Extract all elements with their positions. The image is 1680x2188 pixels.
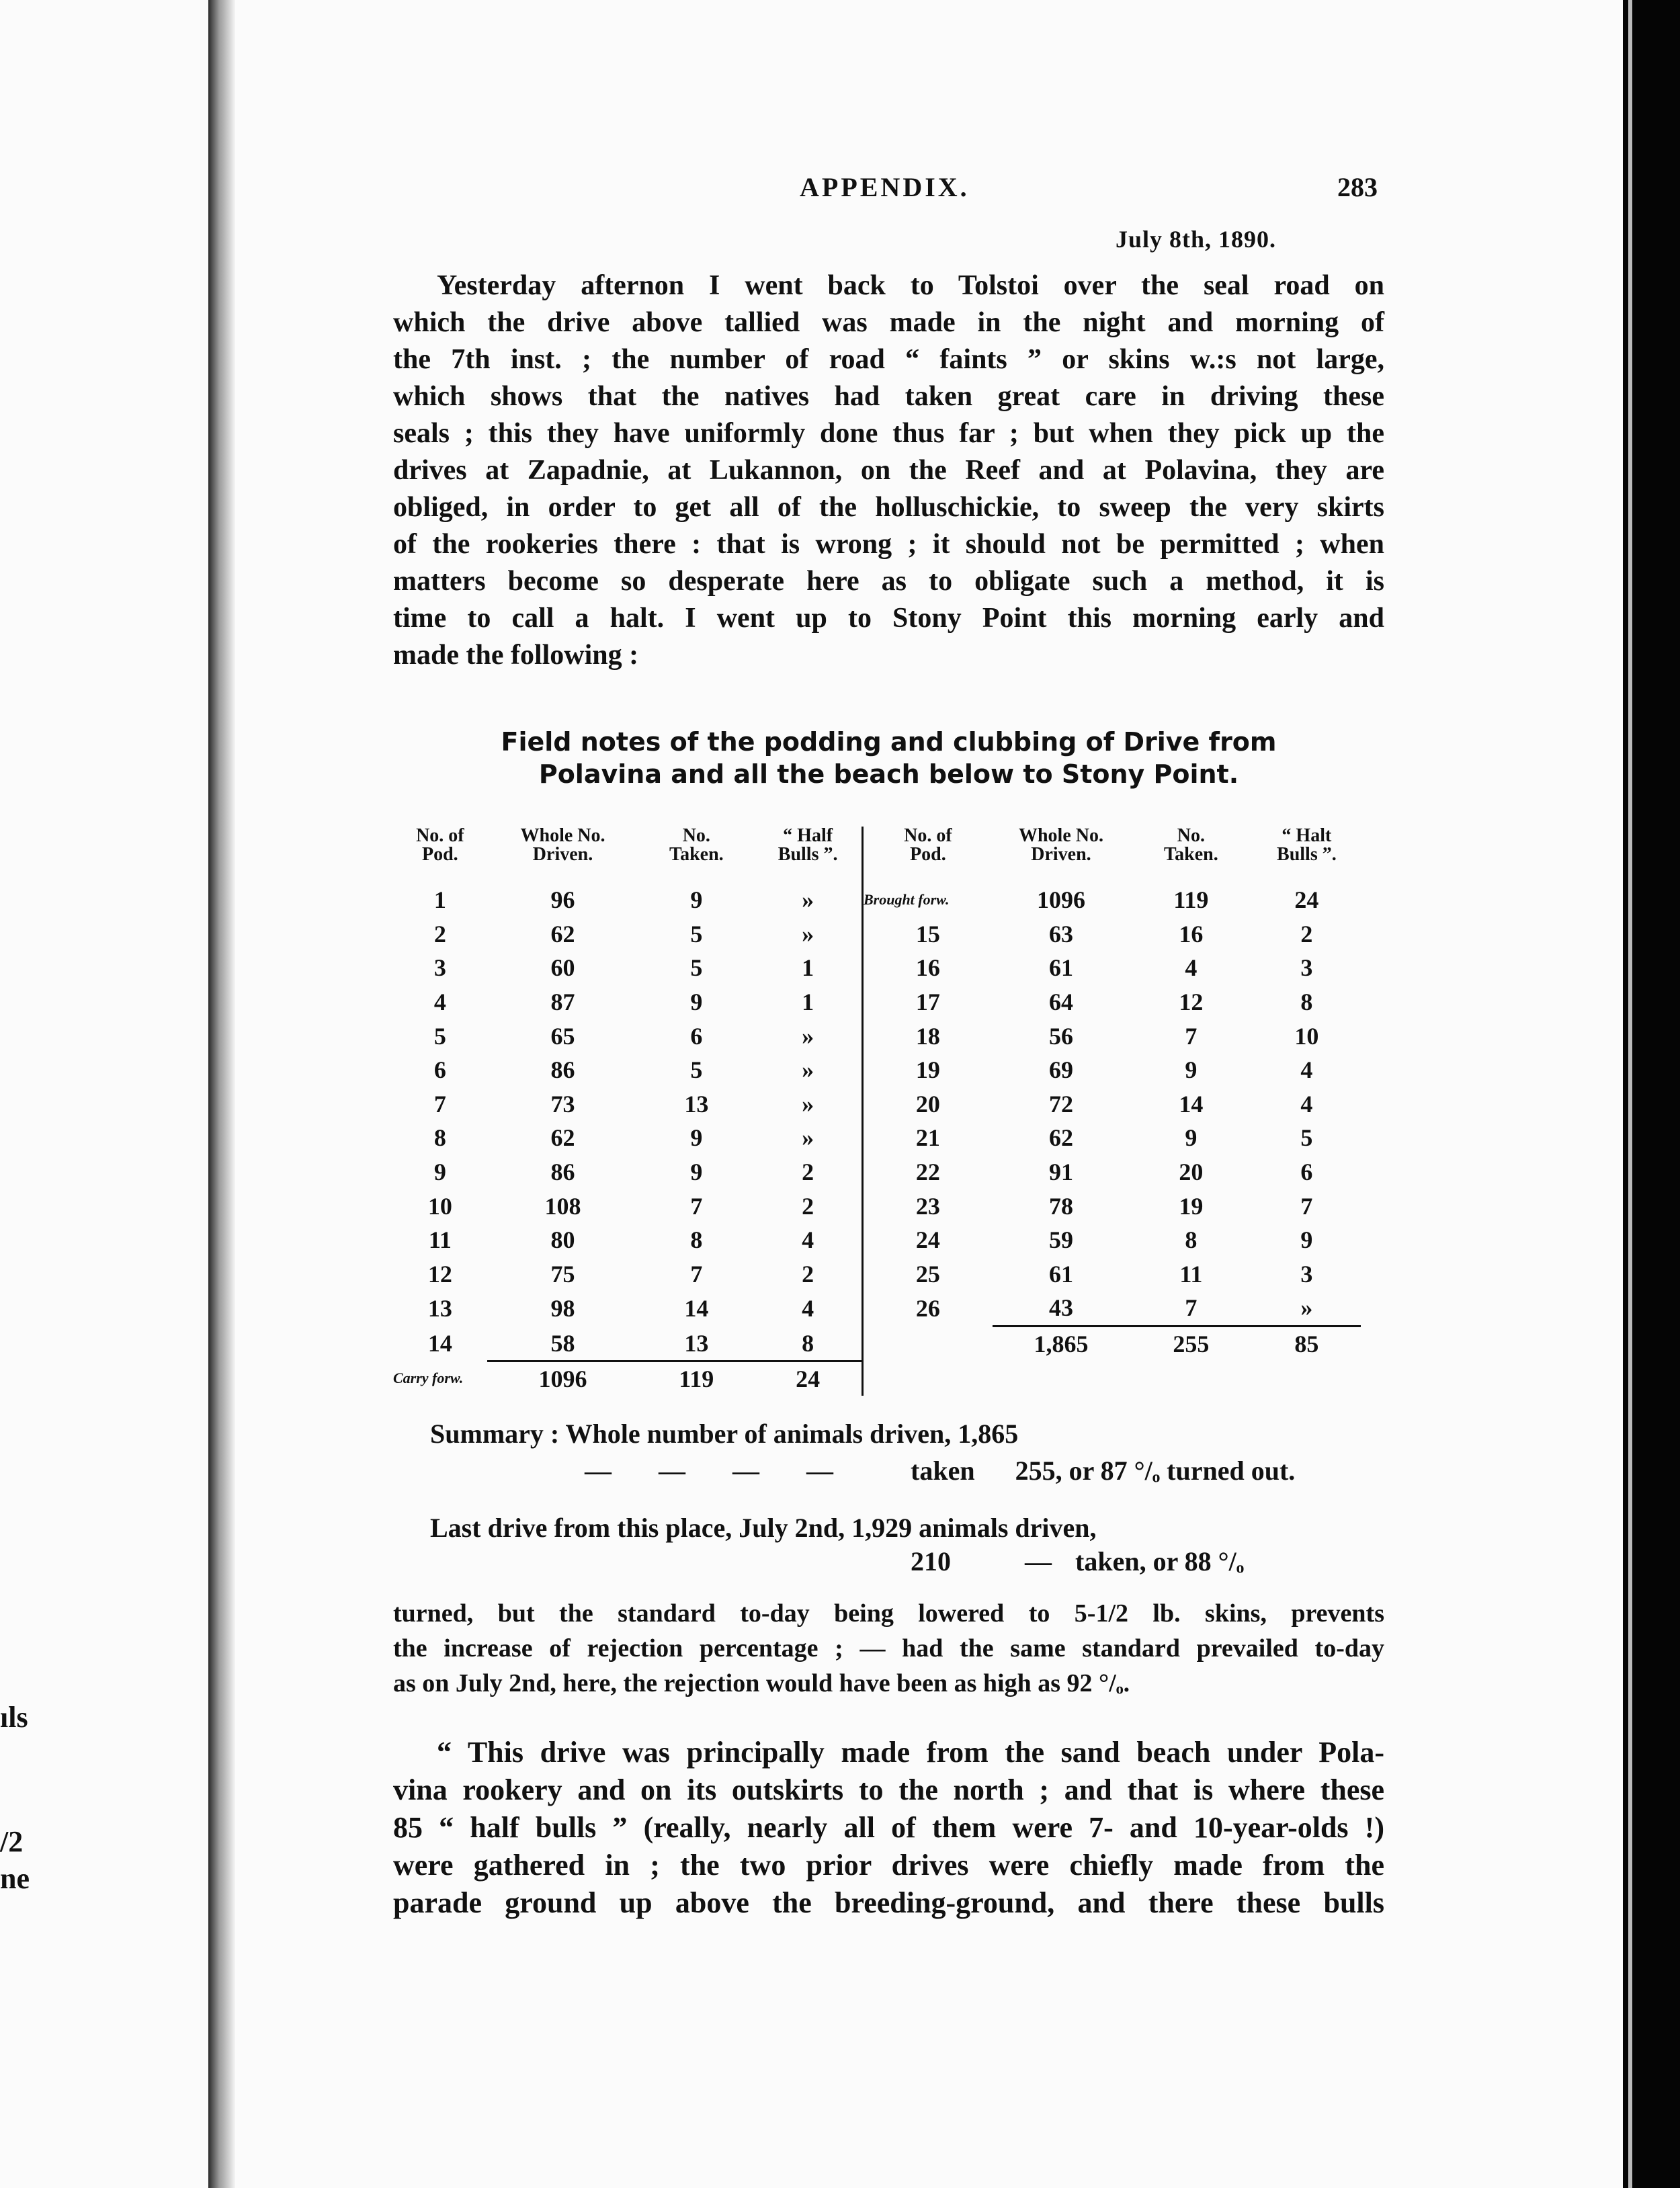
text-line: which shows that the natives had taken great care in driving these [393,381,1384,412]
cell-pod: 4 [433,988,446,1016]
cell-taken: 19 [1179,1192,1204,1220]
cell-empty [862,1361,992,1396]
table-row [393,1019,1361,1053]
cell-taken: 8 [690,1226,703,1254]
text-line: as on July 2nd, here, the rejection would have been as high as 92 °/ₒ. [393,1669,1130,1697]
cell-taken: 9 [1185,1124,1198,1152]
cell-half-bulls: 4 [1300,1056,1313,1084]
cell-taken: 7 [690,1260,703,1288]
table-row [393,1257,1361,1292]
cell-driven: 86 [550,1056,575,1084]
cell-total-taken: 255 [1130,1326,1253,1361]
table-caption [393,726,1384,790]
cell-taken: 12 [1179,988,1204,1016]
text-line: the 7th inst. ; the number of road “ faints ” or skins w.:s not large, [393,344,1384,375]
cell-driven: 62 [550,920,575,948]
cell-driven: 87 [550,988,575,1016]
table-row [393,985,1361,1019]
cell-taken: 13 [684,1090,709,1118]
text-line: vina rookery and on its outskirts to the north ; and that is where these [393,1773,1384,1806]
cell-half-bulls: 2 [802,1192,814,1220]
cell-half-bulls: 2 [1300,920,1313,948]
cell-driven: 73 [550,1090,575,1118]
cell-half-bulls: » [802,1090,814,1118]
caption-line: Field notes of the podding and clubbing of Drive from [501,727,1277,757]
cell-taken: 9 [690,988,703,1016]
cell-pod: 17 [862,985,992,1019]
table-row [393,1361,1361,1396]
cell-carry-label: Carry forw. [393,1370,464,1387]
table-row [393,1121,1361,1155]
cell-pod: 1 [433,886,446,914]
cell-half-bulls: 4 [802,1295,814,1322]
cell-half-bulls: 7 [1300,1192,1313,1220]
summary-value: 210 [911,1546,951,1576]
cell-driven: 62 [550,1124,575,1152]
summary-line: Last drive from this place, July 2nd, 1,929 animals driven, [430,1513,1097,1543]
cell-half-bulls: » [802,1022,814,1050]
cell-half-bulls: 2 [802,1159,814,1186]
table-row [393,1053,1361,1087]
cell-driven: 60 [550,954,575,982]
cell-driven: 43 [1048,1294,1073,1322]
text-line: Yesterday afternon I went back to Tolstoi over the seal road on [437,270,1384,301]
cell-half-bulls: 9 [1300,1226,1313,1254]
cell-pod: 24 [862,1223,992,1257]
cell-taken: 4 [1185,954,1198,982]
cell-half-bulls: » [1300,1294,1313,1322]
cell-taken: 9 [1185,1056,1198,1084]
cell-taken: 9 [690,1124,703,1152]
cell-driven: 108 [544,1192,581,1220]
cell-taken: 5 [690,920,703,948]
cell-half-bulls: 10 [1294,1022,1319,1050]
table-body [393,883,1361,1396]
cell-pod: 5 [433,1022,446,1050]
text-line: turned, but the standard to-day being lowered to 5-1/2 lb. skins, prevents [393,1599,1384,1628]
cell-taken: 9 [690,1159,703,1186]
text-line: were gathered in ; the two prior drives were chiefly made from the [393,1849,1384,1882]
text-line: of the rookeries there : that is wrong ; it should not be permitted ; when [393,529,1384,560]
text-line: seals ; this they have uniformly done thus far ; but when they pick up the [393,418,1384,449]
cell-half-bulls: 8 [754,1326,862,1361]
cell-pod: 8 [433,1124,446,1152]
summary-dashes: — — — — [585,1456,853,1486]
col-header-half-bulls: “ Halt Bulls ”. [1277,825,1337,865]
cell-pod: 14 [427,1330,452,1357]
cell-half-bulls: » [802,886,814,914]
text-line: the increase of rejection percentage ; — had the same standard prevailed to-day [393,1634,1384,1663]
cell-driven: 75 [550,1260,575,1288]
summary-line: taken 255, or 87 °/ₒ turned out. [911,1456,1296,1486]
table-row [393,917,1361,952]
cell-pod: 26 [862,1291,992,1326]
text-line: 85 “ half bulls ” (really, nearly all of them were 7- and 10-year-olds !) [393,1811,1384,1844]
col-header-pod: No. of Pod. [416,825,464,865]
cell-driven: 63 [1048,920,1073,948]
cell-half-bulls: 4 [1300,1090,1313,1118]
facing-page-fragment: ne [0,1862,30,1895]
cell-driven: 98 [550,1295,575,1322]
cell-half-bulls: 1 [802,988,814,1016]
col-header-pod: No. of Pod. [862,827,992,883]
table-row [393,1223,1361,1257]
col-header-driven: Whole No. Driven. [520,825,605,865]
cell-half-bulls: 4 [802,1226,814,1254]
cell-half-bulls: 5 [1300,1124,1313,1152]
cell-driven: 61 [1048,954,1073,982]
cell-half-bulls: 24 [1294,886,1319,914]
text-line: which the drive above tallied was made in the night and morning of [393,307,1384,338]
cell-driven: 91 [1048,1159,1073,1186]
cell-taken: 7 [1185,1294,1198,1322]
field-notes-table [393,827,1361,1396]
cell-driven: 78 [1048,1192,1073,1220]
cell-half-bulls: 1 [802,954,814,982]
cell-empty [1253,1361,1361,1396]
cell-pod: 10 [427,1192,452,1220]
text-line: parade ground up above the breeding-ground, and there these bulls [393,1886,1384,1919]
cell-total-half-bulls: 24 [796,1365,821,1393]
cell-half-bulls: 8 [1300,988,1313,1016]
quote-paragraph [393,1734,1384,1922]
cell-taken: 119 [1173,886,1209,914]
cell-pod: 12 [427,1260,452,1288]
summary-dash: — [1025,1546,1052,1576]
cell-taken: 20 [1179,1159,1204,1186]
cell-driven: 72 [1048,1090,1073,1118]
cell-half-bulls: 2 [802,1260,814,1288]
cell-taken: 5 [690,954,703,982]
cell-half-bulls: 3 [1300,1260,1313,1288]
cell-taken: 7 [690,1192,703,1220]
text-line: obliged, in order to get all of the holluschickie, to sweep the very skirts [393,492,1384,523]
cell-pod: 18 [862,1019,992,1053]
cell-driven: 65 [550,1022,575,1050]
table-row [393,1189,1361,1223]
facing-page-fragment: ıls [0,1701,28,1734]
col-header-taken: No. Taken. [1164,825,1218,865]
facing-page-fragment: /2 [0,1825,24,1858]
page-edge [1623,0,1680,2188]
running-head: APPENDIX. [800,172,970,202]
cell-taken: 11 [1179,1260,1203,1288]
summary-line: Summary : Whole number of animals driven, 1,865 [430,1419,1019,1449]
cell-half-bulls: 3 [1300,954,1313,982]
cell-driven: 59 [1048,1226,1073,1254]
table-row [393,883,1361,917]
cell-total-taken: 119 [679,1365,714,1393]
cell-driven: 61 [1048,1260,1073,1288]
text-line: matters become so desperate here as to obligate such a method, it is [393,566,1384,597]
cell-driven: 96 [550,886,575,914]
text-line: made the following : [393,640,639,671]
cell-total-half-bulls: 85 [1253,1326,1361,1361]
cell-half-bulls: 6 [1300,1159,1313,1186]
after-paragraph [393,1596,1384,1701]
facing-page [0,0,208,2188]
page-number: 283 [1337,172,1378,202]
cell-pod: 16 [862,951,992,985]
cell-driven: 69 [1048,1056,1073,1084]
text-line: “ This drive was principally made from the sand beach under Pola- [437,1736,1384,1769]
cell-total-driven: 1096 [538,1365,587,1393]
cell-brought-label: Brought forw. [862,883,992,917]
cell-pod: 23 [862,1189,992,1223]
cell-pod: 11 [428,1226,452,1254]
cell-pod: 2 [433,920,446,948]
cell-driven: 62 [1048,1124,1073,1152]
cell-taken: 8 [1185,1226,1198,1254]
cell-driven: 58 [487,1326,639,1361]
cell-taken: 7 [1185,1022,1198,1050]
text-line: drives at Zapadnie, at Lukannon, on the Reef and at Polavina, they are [393,455,1384,486]
cell-driven: 80 [550,1226,575,1254]
intro-paragraph [393,267,1384,674]
cell-pod: 15 [862,917,992,952]
cell-pod: 21 [862,1121,992,1155]
col-header-taken: No. Taken. [669,825,724,865]
gutter-shadow [208,0,235,2188]
cell-half-bulls: » [802,1056,814,1084]
table-row [393,1326,1361,1361]
caption-line: Polavina and all the beach below to Stony Point. [538,759,1239,789]
cell-pod: 7 [433,1090,446,1118]
table-row [393,1291,1361,1326]
cell-empty [1130,1361,1253,1396]
cell-pod: 25 [862,1257,992,1292]
cell-taken: 5 [690,1056,703,1084]
cell-empty [862,1326,992,1361]
cell-pod: 3 [433,954,446,982]
cell-pod: 9 [433,1159,446,1186]
cell-pod: 22 [862,1155,992,1189]
summary-line: taken, or 88 °/ₒ [1075,1546,1245,1576]
table-row [393,1087,1361,1122]
text-line: time to call a halt. I went up to Stony Point this morning early and [393,603,1384,634]
cell-driven: 56 [1048,1022,1073,1050]
col-header-driven: Whole No. Driven. [1018,825,1103,865]
cell-pod: 6 [433,1056,446,1084]
cell-driven: 64 [1048,988,1073,1016]
cell-taken: 14 [684,1295,709,1322]
cell-taken: 6 [690,1022,703,1050]
cell-half-bulls: » [802,920,814,948]
cell-pod: 20 [862,1087,992,1122]
cell-taken: 16 [1179,920,1204,948]
cell-total-driven: 1,865 [993,1326,1130,1361]
cell-pod: 13 [427,1295,452,1322]
table-header-row [393,827,1361,883]
dateline: July 8th, 1890. [1116,226,1277,253]
cell-half-bulls: » [802,1124,814,1152]
cell-pod: 19 [862,1053,992,1087]
cell-taken: 13 [638,1326,754,1361]
cell-empty [993,1361,1130,1396]
col-header-half-bulls: “ Half Bulls ”. [778,825,838,865]
table-row [393,951,1361,985]
cell-taken: 14 [1179,1090,1204,1118]
cell-driven: 1096 [1036,886,1085,914]
cell-taken: 9 [690,886,703,914]
table-row [393,1155,1361,1189]
cell-driven: 86 [550,1159,575,1186]
